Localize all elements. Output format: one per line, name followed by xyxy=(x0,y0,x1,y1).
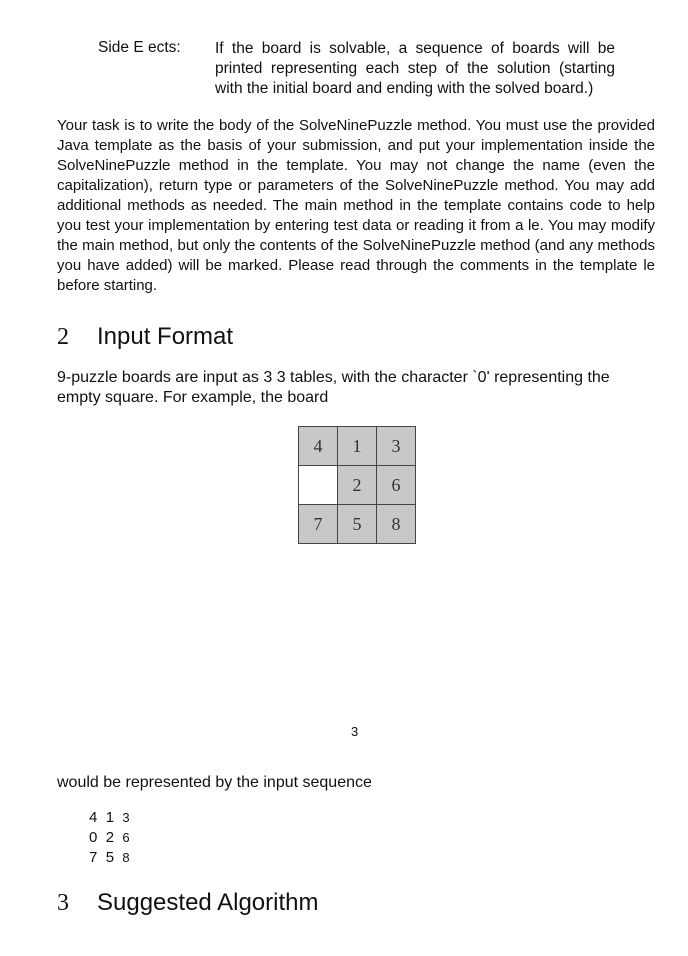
side-effects-label: Side E ects: xyxy=(98,39,181,56)
side-effects-text: If the board is solvable, a sequence of boards will be printed representing each step of the solution (starting with the initial board and ending with the solved board.) xyxy=(215,40,615,97)
input-sequence xyxy=(89,808,130,868)
board-cell: 8 xyxy=(377,505,416,544)
input-sequence-sentence: would be represented by the input sequence xyxy=(57,774,372,791)
section-3-title: Suggested Algorithm xyxy=(97,889,319,916)
section-3-number: 3 xyxy=(57,890,69,916)
board-cell: 6 xyxy=(377,466,416,505)
sequence-row: 0 2 6 xyxy=(89,829,130,846)
section-3-heading xyxy=(57,889,318,917)
board-cell: 5 xyxy=(338,505,377,544)
task-paragraph: Your task is to write the body of the SolveNinePuzzle method. You must use the provided Java template as the basis of your submission, and put your implementation inside the SolveNinePuzzle method in the template. You may not change the name (even the capitalization), return type or parameters of the SolveNinePuzzle method. You may add additional methods as needed. The main method in the template contains code to help you test your implementation by entering test data or reading it from a le. You may modify the main method, but only the contents of the SolveNinePuzzle method (and any methods you have added) will be marked. Please read through the comments in the template le before starting. xyxy=(57,117,655,294)
board-cell: 2 xyxy=(338,466,377,505)
section-2-number: 2 xyxy=(57,324,69,350)
sequence-row: 4 1 3 xyxy=(89,809,130,826)
section-2-title: Input Format xyxy=(97,323,234,350)
board-cell: 3 xyxy=(377,427,416,466)
input-format-intro: 9-puzzle boards are input as 3 3 tables, with the character `0' representing the empty square. For example, the board xyxy=(57,369,610,406)
page-number: 3 xyxy=(351,724,359,739)
puzzle-board xyxy=(298,426,416,544)
section-2-heading xyxy=(57,323,233,351)
sequence-row: 7 5 8 xyxy=(89,849,130,866)
board-cell: 1 xyxy=(338,427,377,466)
board-cell: 7 xyxy=(299,505,338,544)
board-cell: 4 xyxy=(299,427,338,466)
board-empty-cell xyxy=(299,466,338,505)
